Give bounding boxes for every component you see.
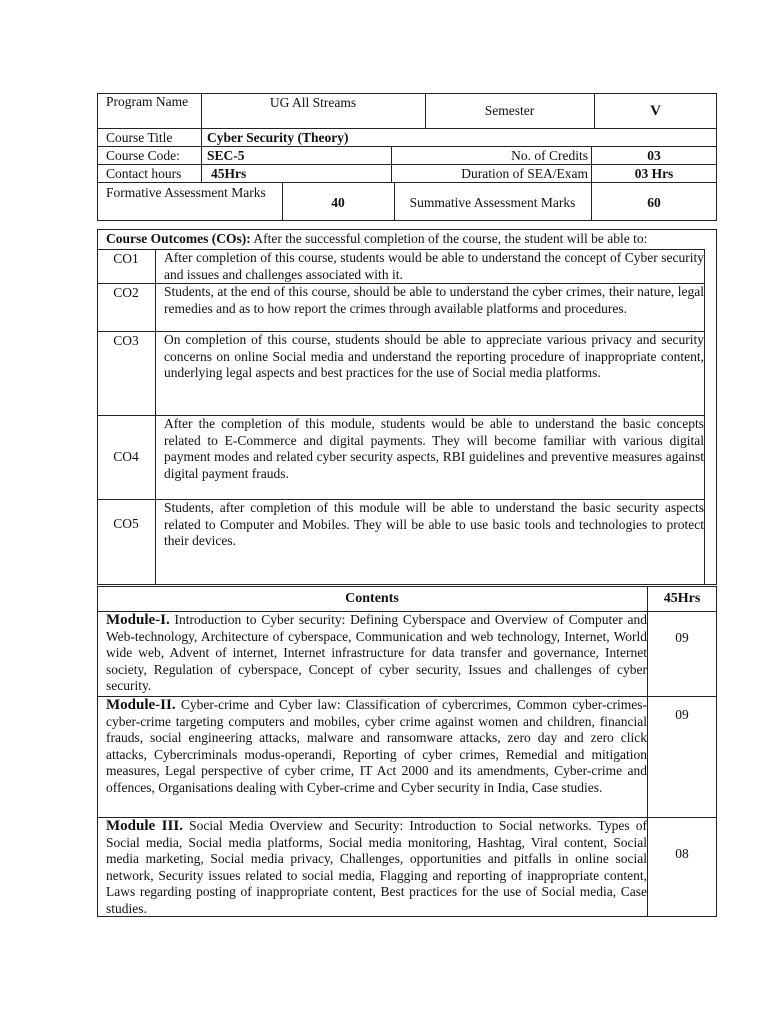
- semester-value: V: [650, 103, 661, 119]
- course-code-value: SEC-5: [207, 148, 245, 163]
- outcomes-heading-text: After the successful completion of the course, the student will be able to:: [250, 231, 648, 246]
- formative-value: 40: [331, 195, 345, 210]
- module-text: Social Media Overview and Security: Introduction to Social networks. Types of Social media, Social media platforms, Social media monitoring, Hashtag, Viral content, Social media marketing, Social media privacy, Challenges, opportunities and pitfalls in online social network, Security issues related to social media, Flagging and reporting of inappropriate content, Laws regarding posting of inappropriate content, Best practices for the use of Social media, Case studies.: [106, 818, 647, 916]
- module-hours: 08: [675, 846, 689, 861]
- program-name-value: UG All Streams: [269, 95, 357, 110]
- row-divider: [97, 146, 717, 147]
- summative-label: Summative Assessment Marks: [409, 195, 576, 210]
- semester-label: Semester: [484, 103, 535, 118]
- course-title-value: Cyber Security (Theory): [207, 130, 349, 145]
- duration-value: 03 Hrs: [634, 166, 674, 181]
- module-text: Introduction to Cyber security: Defining Cyberspace and Overview of Computer and Web-technology, Architecture of cyberspace, Communication and web technology, Internet, World wide web, Advent of internet, Internet infrastructure for data transfer and governance, Internet society, Regulation of cyberspace, Concept of cyber security, Issues and challenges of cyber security.: [106, 612, 647, 694]
- credits-value: 03: [647, 148, 661, 163]
- hours-heading: 45Hrs: [663, 591, 701, 606]
- co-col-divider: [155, 249, 156, 585]
- module-description: [106, 818, 647, 918]
- co-text: Students, after completion of this module will be able to understand the basic security aspects related to Computer and Mobiles. They will be able to use basic tools and technologies to protect their devices.: [164, 500, 704, 549]
- row-divider: [97, 164, 717, 165]
- program-name-label: Program Name: [106, 94, 189, 109]
- co-code: CO4: [113, 449, 139, 464]
- contents-heading: Contents: [345, 591, 399, 606]
- summative-value: 60: [647, 195, 661, 210]
- module-hours: 09: [675, 630, 689, 645]
- contact-hours-label: Contact hours: [106, 166, 182, 181]
- course-code-label: Course Code:: [106, 148, 180, 163]
- co-text: On completion of this course, students should be able to appreciate various privacy and security concerns on online Social media and understand the reporting procedure of inappropriate content, underlying legal aspects and best practices for the use of Social media platforms.: [164, 332, 704, 381]
- duration-label: Duration of SEA/Exam: [461, 166, 588, 181]
- outcomes-heading-bold: Course Outcomes (COs):: [106, 231, 251, 246]
- contact-hours-value: 45Hrs: [211, 166, 247, 181]
- row-divider: [97, 182, 717, 183]
- co-text: After completion of this course, students would be able to understand the concept of Cyber security and issues and challenges associated with it.: [164, 250, 704, 282]
- co-code: CO2: [113, 285, 139, 300]
- module-text: Cyber-crime and Cyber law: Classification of cybercrimes, Common cyber-crimes- cyber-crime targeting computers and mobiles, cyber crime against women and children, financial frauds, social engineering attacks, malware and ransomware attacks, zero day and zero click attacks, Cybercriminals modus-operandi, Reporting of cyber crimes, Remedial and mitigation measures, Legal perspective of cyber crime, IT Act 2000 and its amendments, Cyber-crime and offences, Organisations dealing with Cyber-crime and Cyber security in India, Case studies.: [106, 697, 647, 795]
- co-code: CO1: [113, 251, 139, 266]
- module-description: [106, 697, 647, 797]
- module-hours: 09: [675, 707, 689, 722]
- course-title-label: Course Title: [106, 130, 173, 145]
- co-code: CO5: [113, 516, 139, 531]
- module-title: Module-I.: [106, 612, 170, 628]
- row-divider: [97, 128, 717, 129]
- co-code: CO3: [113, 333, 139, 348]
- co-text: After the completion of this module, students would be able to understand the basic concepts related to E-Commerce and digital payments. They will become familiar with various digital payment modes and related cyber security aspects, RBI guidelines and preventive measures against digital payment frauds.: [164, 416, 704, 481]
- credits-label: No. of Credits: [511, 148, 588, 163]
- formative-label: Formative Assessment Marks: [106, 185, 266, 200]
- outcomes-heading: [106, 231, 647, 247]
- module-description: [106, 612, 647, 695]
- module-title: Module III.: [106, 818, 183, 834]
- module-title: Module-II.: [106, 697, 176, 713]
- co-text: Students, at the end of this course, should be able to understand the cyber crimes, their nature, legal remedies and as to how report the crimes through available platforms and procedures.: [164, 284, 704, 316]
